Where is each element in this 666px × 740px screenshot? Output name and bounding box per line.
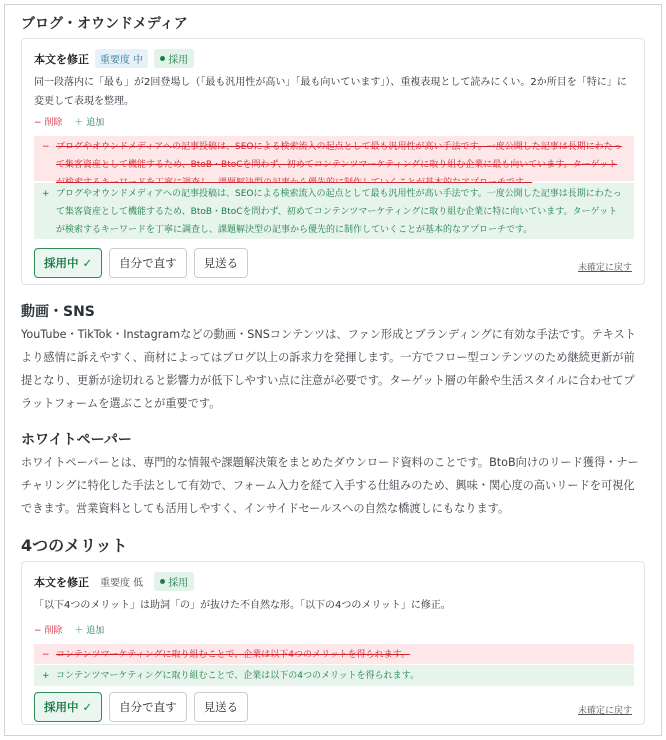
- severity-badge: 重要度 低: [100, 578, 144, 589]
- added-text: コンテンツマーケティングに取り組むことで、企業は以下の4つのメリットを得られます。: [56, 671, 419, 681]
- legend-add: ＋ 追加: [74, 118, 105, 128]
- skip-button[interactable]: 見送る: [194, 692, 249, 722]
- status-label: 採用: [168, 55, 189, 66]
- legend-delete: − 削除: [34, 626, 63, 636]
- section-heading-video: 動画・SNS: [21, 304, 95, 320]
- status-dot-icon: [160, 579, 165, 584]
- action-buttons: [34, 692, 248, 722]
- card-title: 本文を修正: [34, 52, 89, 66]
- paragraph-whitepaper: ホワイトペーパーとは、専門的な情報や課題解決策をまとめたダウンロード資料のことです。BtoB向けのリード獲得・ナーチャリングに特化した手法として有効で、フォーム入力を経て入手する仕組みのため、興味・関心度の高いリードを可視化できます。営業資料としても活用しやすく、インサイドセールスへの自然な橋渡しにもなります。: [21, 456, 639, 515]
- plus-icon: +: [42, 671, 50, 681]
- revert-to-pending-link[interactable]: 未確定に戻す: [577, 706, 632, 716]
- minus-icon: −: [42, 650, 50, 660]
- deleted-text: ブログやオウンドメディアへの記事投稿は、SEOによる検索流入の起点として最も汎用性が高い手法です。一度公開した記事は長期にわたって集客資産として機能するため、BtoB・BtoCを問わず、初めてコンテンツマーケティングに取り組む企業に最も向いています。ターゲット: [56, 142, 622, 170]
- review-panel: [4, 4, 662, 736]
- section-heading-merits: 4つのメリット: [21, 536, 128, 555]
- suggestion-card-2: [21, 561, 645, 725]
- revert-to-pending-link[interactable]: 未確定に戻す: [577, 263, 632, 273]
- card-header: [34, 49, 194, 68]
- status-badge: [154, 49, 194, 68]
- added-text: ブログやオウンドメディアへの記事投稿は、SEOによる検索流入の起点として最も汎用性が高い手法です。一度公開した記事は長期にわたって集客資産として機能するため、BtoB・BtoCを問わず、初めてコンテンツマーケティングに取り組む企業に特に向いています。ターゲットが検索するキーワードを丁寧に調査し、課題解決型の記事から優先的に制作していくことが基本的なアプローチです。: [56, 189, 622, 235]
- deleted-text: コンテンツマーケティングに取り組むことで、企業は以下4つのメリットを得られます。: [56, 650, 410, 660]
- skip-button[interactable]: 見送る: [194, 248, 249, 278]
- diff-legend: [34, 115, 104, 128]
- status-label: 採用: [168, 578, 189, 589]
- edit-myself-button[interactable]: 自分で直す: [109, 692, 187, 722]
- suggestion-card-1: [21, 38, 645, 285]
- edit-myself-button[interactable]: 自分で直す: [109, 248, 187, 278]
- plus-icon: +: [42, 189, 50, 199]
- card-title: 本文を修正: [34, 575, 89, 589]
- adopted-button[interactable]: 採用中 ✓: [34, 248, 102, 278]
- suggestion-note: 「以下4つのメリット」は助詞「の」が抜けた不自然な形。「以下の4つのメリット」に修正。: [34, 600, 451, 611]
- diff-deleted-text: [34, 644, 634, 664]
- status-dot-icon: [160, 56, 165, 61]
- diff-added-text: [34, 183, 634, 239]
- adopted-button[interactable]: 採用中 ✓: [34, 692, 102, 722]
- legend-delete: − 削除: [34, 118, 63, 128]
- diff-deleted-text: [34, 136, 634, 181]
- section-heading-whitepaper: ホワイトペーパー: [21, 432, 132, 448]
- diff-legend: [34, 623, 104, 636]
- severity-badge: 重要度 中: [95, 49, 148, 68]
- status-badge: [154, 572, 194, 591]
- legend-add: ＋ 追加: [74, 626, 105, 636]
- action-buttons: [34, 248, 248, 278]
- section-heading-blog: ブログ・オウンドメディア: [21, 16, 188, 32]
- card-header: [34, 572, 194, 591]
- paragraph-video: YouTube・TikTok・Instagramなどの動画・SNSコンテンツは、ファン形成とブランディングに有効な手法です。テキストより感情に訴えやすく、商材によってはブログ以上の訴求力を発揮します。一方でフロー型コンテンツのため継続更新が前提となり、更新が途切れると影響力が低下しやすい点に注意が必要です。ターゲット層の年齢や生活スタイルに合わせてプラットフォームを選ぶことが重要です。: [21, 328, 636, 410]
- suggestion-note: 同一段落内に「最も」が2回登場し（「最も汎用性が高い」「最も向いています」）、重複表現として読みにくい。2か所目を「特に」に変更して表現を整理。: [34, 77, 627, 107]
- minus-icon: −: [42, 142, 50, 152]
- diff-added-text: [34, 665, 634, 686]
